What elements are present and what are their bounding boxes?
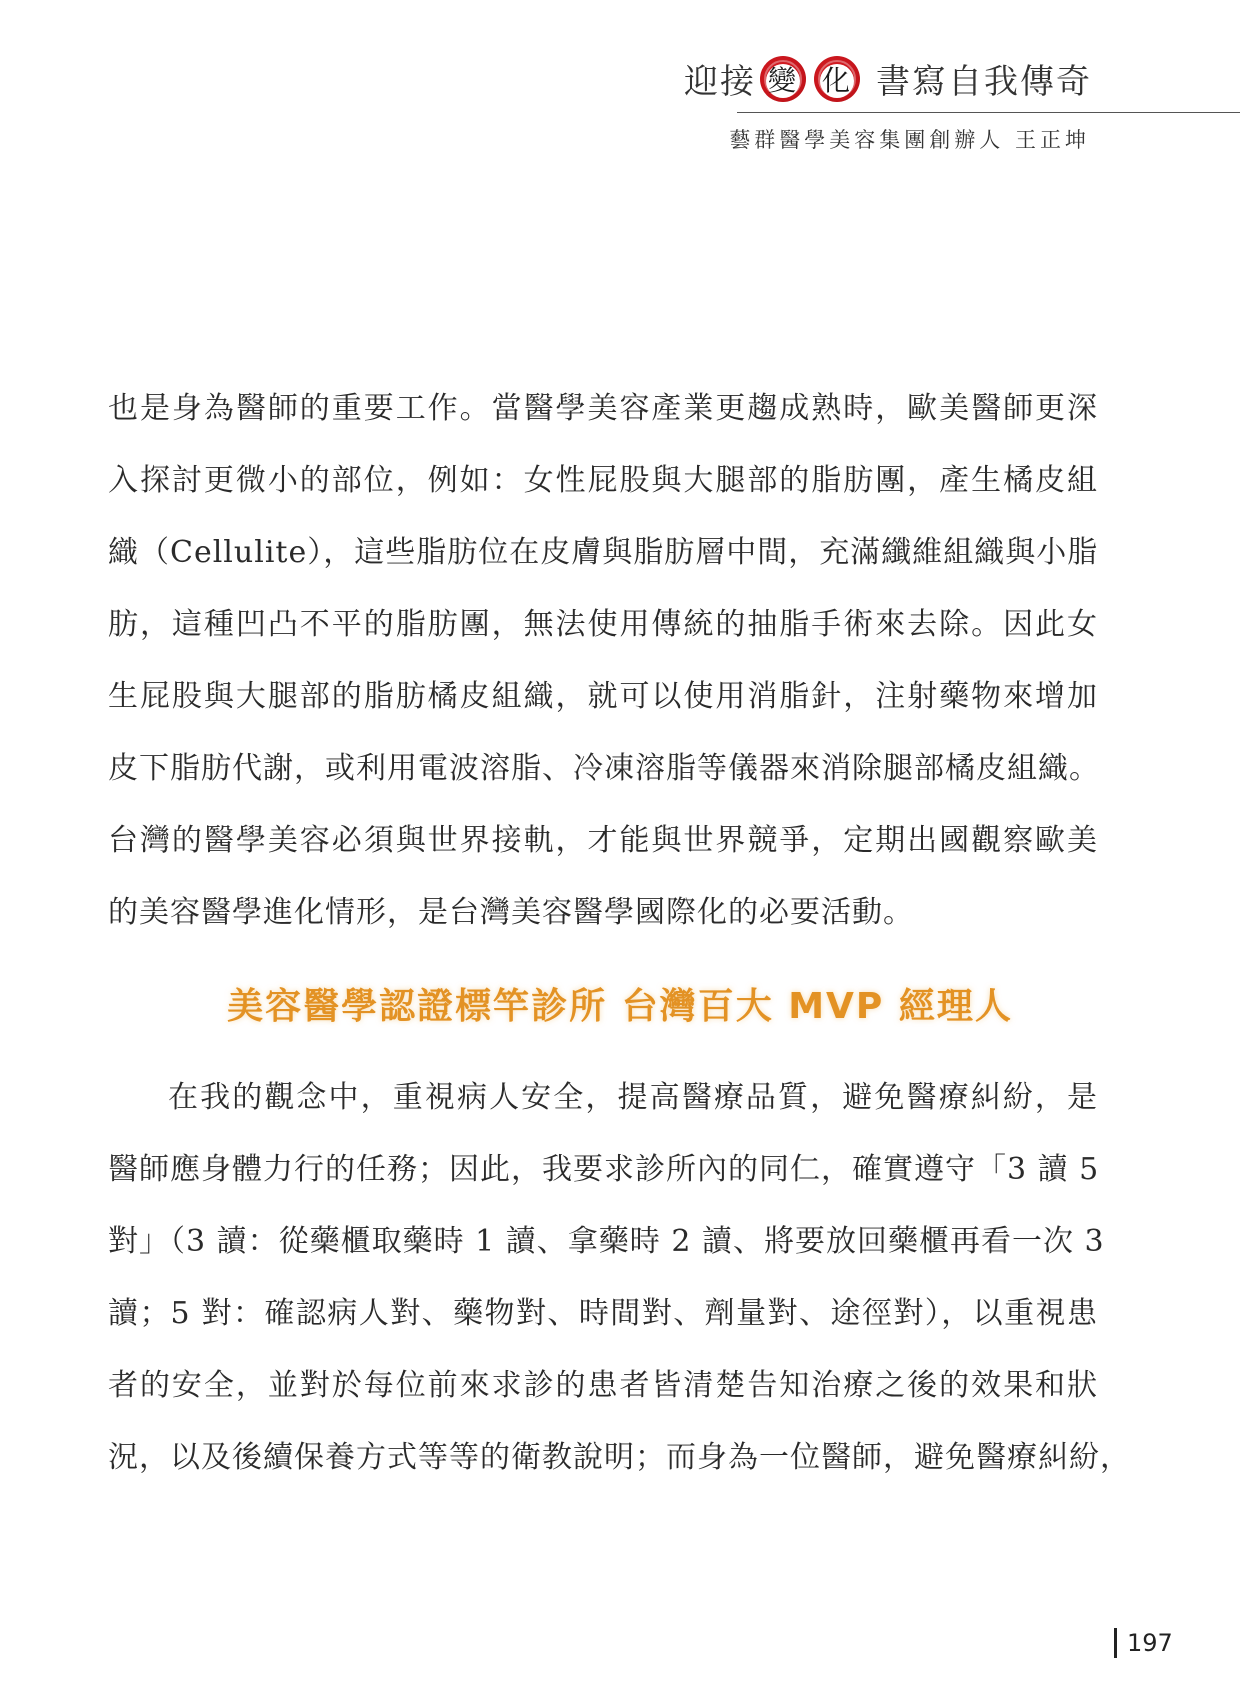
text-line: 織（Cellulite），這些脂肪位在皮膚與脂肪層中間，充滿纖維組織與小脂 bbox=[108, 535, 1099, 570]
red-seal-icon bbox=[760, 56, 806, 102]
text-line: 皮下脂肪代謝，或利用電波溶脂、冷凍溶脂等儀器來消除腿部橘皮組織。 bbox=[108, 751, 1100, 786]
text-line: 也是身為醫師的重要工作。當醫學美容產業更趨成熟時，歐美醫師更深 bbox=[108, 391, 1098, 426]
text-line: 況，以及後續保養方式等等的衛教說明；而身為一位醫師，避免醫療糾紛， bbox=[108, 1440, 1131, 1475]
text-line: 入探討更微小的部位，例如：女性屁股與大腿部的脂肪團，產生橘皮組 bbox=[108, 463, 1098, 498]
text-line: 在我的觀念中，重視病人安全，提高醫療品質，避免醫療糾紛，是 bbox=[168, 1080, 1098, 1115]
seal-character: 變 bbox=[767, 63, 798, 97]
text-line: 的美容醫學進化情形，是台灣美容醫學國際化的必要活動。 bbox=[108, 895, 914, 930]
page-number-divider bbox=[1114, 1628, 1117, 1658]
page-footer bbox=[1114, 1628, 1173, 1658]
section-heading: 美容醫學認證標竿診所 台灣百大 MVP 經理人 bbox=[227, 986, 1013, 1027]
header-title-suffix: 書寫自我傳奇 bbox=[876, 62, 1092, 102]
seal-character: 化 bbox=[821, 63, 852, 97]
header-divider bbox=[737, 112, 1240, 113]
text-line: 台灣的醫學美容必須與世界接軌，才能與世界競爭，定期出國觀察歐美 bbox=[108, 823, 1098, 858]
body-paragraph-2 bbox=[108, 1062, 1131, 1494]
text-line: 肪，這種凹凸不平的脂肪團，無法使用傳統的抽脂手術來去除。因此女 bbox=[108, 607, 1098, 642]
text-line: 讀；5 對：確認病人對、藥物對、時間對、劑量對、途徑對），以重視患 bbox=[108, 1296, 1098, 1331]
red-seal-icon bbox=[814, 56, 860, 102]
header-title-prefix: 迎接 bbox=[684, 62, 756, 102]
body-paragraph-1 bbox=[108, 373, 1098, 949]
text-line: 對」（3 讀：從藥櫃取藥時 1 讀、拿藥時 2 讀、將要放回藥櫃再看一次 3 bbox=[108, 1224, 1105, 1259]
running-header-title bbox=[684, 54, 1092, 103]
page-number: 197 bbox=[1127, 1629, 1173, 1657]
running-header-subtitle: 藝群醫學美容集團創辦人 王正坤 bbox=[729, 128, 1090, 152]
text-line: 生屁股與大腿部的脂肪橘皮組織，就可以使用消脂針，注射藥物來增加 bbox=[108, 679, 1098, 714]
text-line: 醫師應身體力行的任務；因此，我要求診所內的同仁，確實遵守「3 讀 5 bbox=[108, 1152, 1100, 1187]
text-line: 者的安全，並對於每位前來求診的患者皆清楚告知治療之後的效果和狀 bbox=[108, 1368, 1098, 1403]
